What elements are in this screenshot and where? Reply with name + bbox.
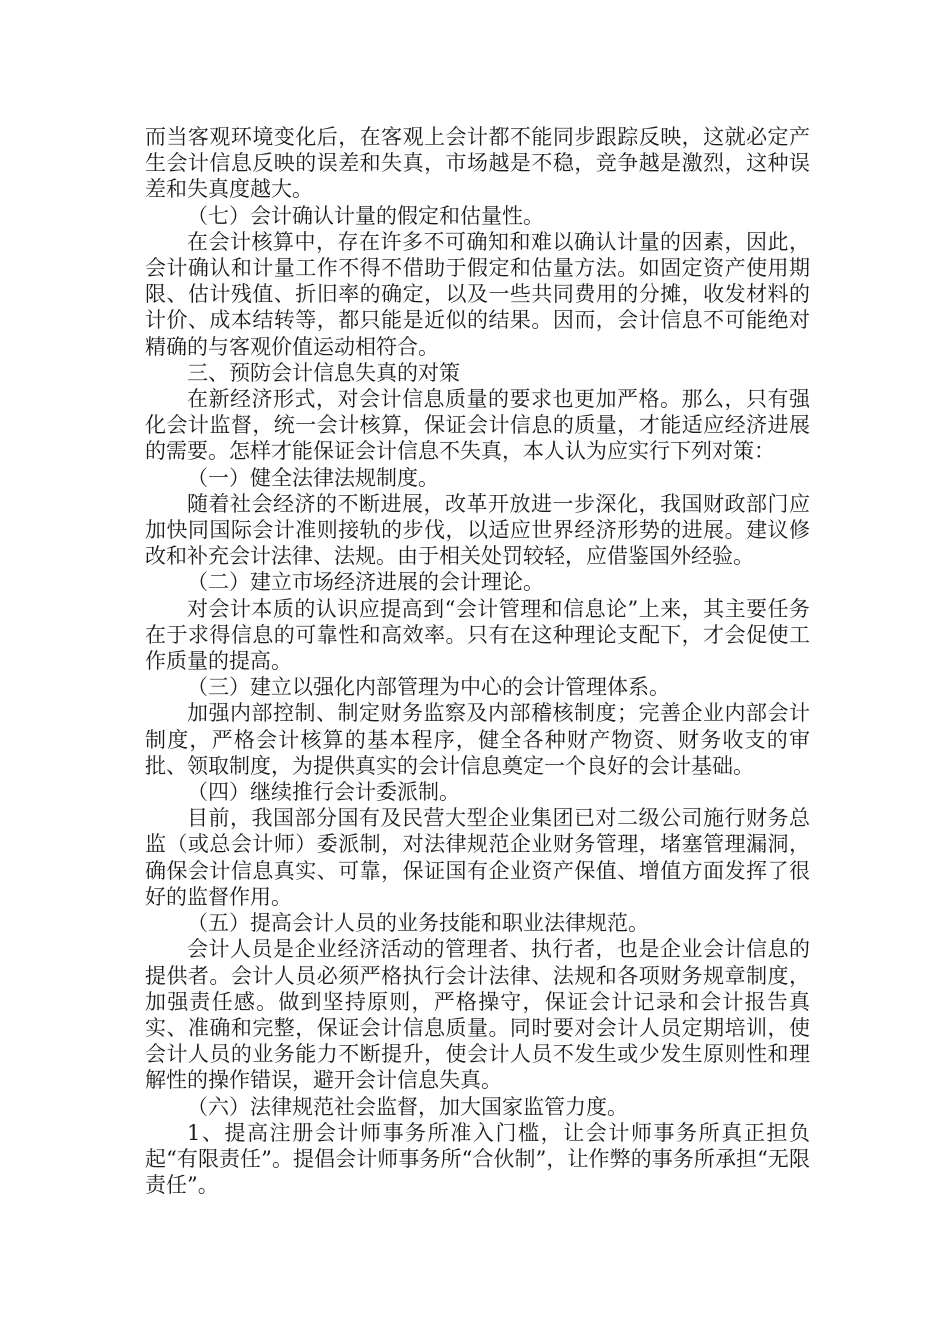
paragraph: 会计人员是企业经济活动的管理者、执行者，也是企业会计信息的提供者。会计人员必须严格执行会计法律、法规和各项财务规章制度，加强责任感。做到坚持原则，严格操守，保证会计记录和会计报告真实、准确和完整，保证会计信息质量。同时要对会计人员定期培训，使会计人员的业务能力不断提升，使会计人员不发生或少发生原则性和理解性的操作错误，避开会计信息失真。 <box>145 937 810 1093</box>
heading-item-3: （三）建立以强化内部管理为中心的会计管理体系。 <box>187 675 670 700</box>
heading-item-5: （五）提高会计人员的业务技能和职业法律规范。 <box>187 911 649 936</box>
heading-item-2: （二）建立市场经济进展的会计理论。 <box>187 570 544 595</box>
paragraph-continuation: 而当客观环境变化后，在客观上会计都不能同步跟踪反映，这就必定产生会计信息反映的误差和失真，市场越是不稳，竞争越是激烈，这种误差和失真度越大。 <box>145 125 810 202</box>
paragraph: 在新经济形式，对会计信息质量的要求也更加严格。那么，只有强化会计监督，统一会计核算，保证会计信息的质量，才能适应经济进展的需要。怎样才能保证会计信息不失真，本人认为应实行下列对策： <box>145 387 810 464</box>
paragraph: 加强内部控制、制定财务监察及内部稽核制度；完善企业内部会计制度，严格会计核算的基本程序，健全各种财产物资、财务收支的审批、领取制度，为提供真实的会计信息奠定一个良好的会计基础。 <box>145 701 810 778</box>
heading-item-4: （四）继续推行会计委派制。 <box>187 780 460 805</box>
heading-item-6: （六）法律规范社会监督，加大国家监管力度。 <box>187 1094 628 1119</box>
paragraph: 1、提高注册会计师事务所准入门槛，让会计师事务所真正担负起“有限责任”。提倡会计师事务所“合伙制”，让作弊的事务所承担“无限责任”。 <box>145 1120 810 1198</box>
paragraph: 对会计本质的认识应提高到“会计管理和信息论”上来，其主要任务在于求得信息的可靠性和高效率。只有在这种理论支配下，才会促使工作质量的提高。 <box>145 596 810 674</box>
paragraph: 在会计核算中，存在许多不可确知和难以确认计量的因素，因此，会计确认和计量工作不得不借助于假定和估量方法。如固定资产使用期限、估计残值、折旧率的确定，以及一些共同费用的分摊，收发材料的计价、成本结转等，都只能是近似的结果。因而，会计信息不可能绝对精确的与客观价值运动相符合。 <box>145 229 810 359</box>
heading-item-7: （七）会计确认计量的假定和估量性。 <box>187 203 544 228</box>
section-heading-3: 三、预防会计信息失真的对策 <box>187 360 460 385</box>
heading-item-1: （一）健全法律法规制度。 <box>187 465 439 490</box>
paragraph: 随着社会经济的不断进展，改革开放进一步深化，我国财政部门应加快同国际会计准则接轨的步伐，以适应世界经济形势的进展。建议修改和补充会计法律、法规。由于相关处罚较轻，应借鉴国外经验。 <box>145 491 810 569</box>
paragraph: 目前，我国部分国有及民营大型企业集团已对二级公司施行财务总监（或总会计师）委派制，对法律规范企业财务管理，堵塞管理漏洞，确保会计信息真实、可靠，保证国有企业资产保值、增值方面发挥了很好的监督作用。 <box>145 806 810 909</box>
document-body <box>145 124 810 1198</box>
